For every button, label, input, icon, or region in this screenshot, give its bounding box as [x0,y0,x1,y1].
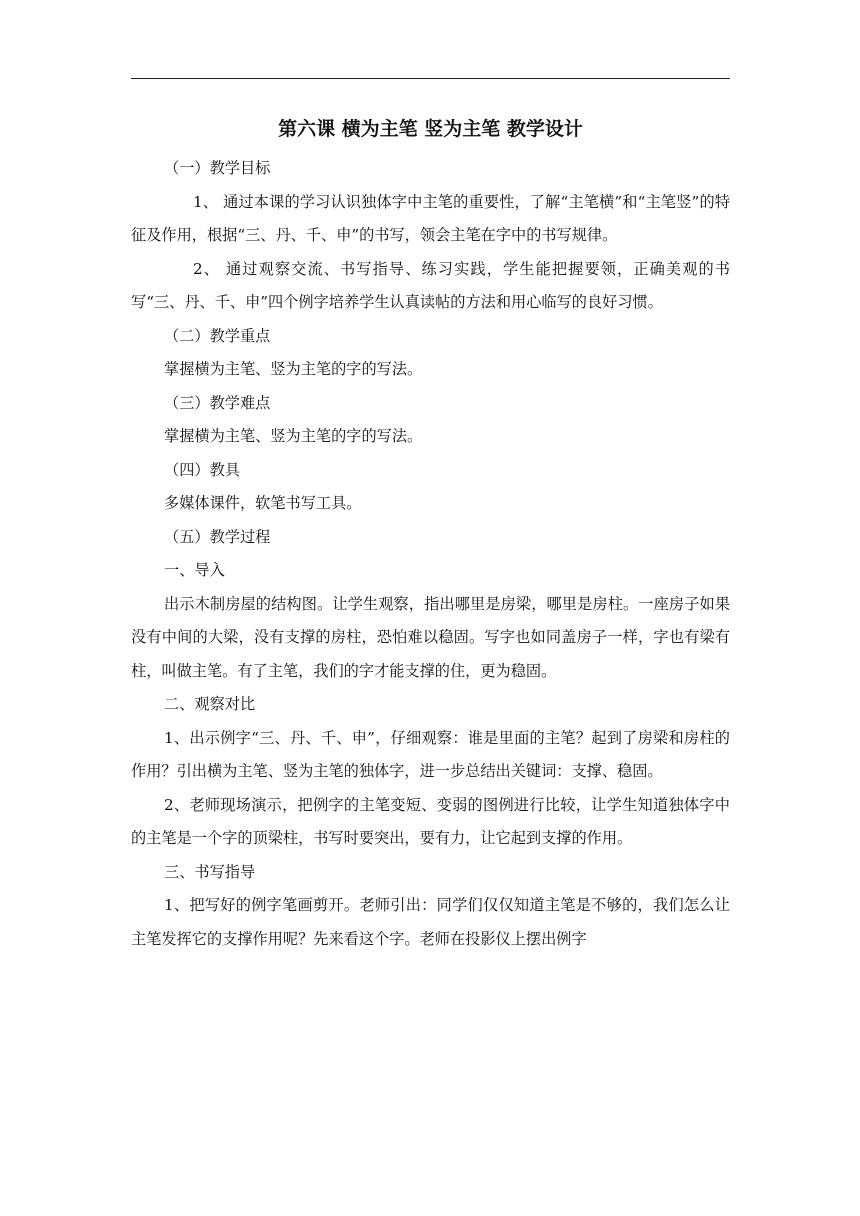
tools-text: 多媒体课件，软笔书写工具。 [164,494,362,512]
section-heading-key-points: （二）教学重点 [164,326,271,345]
observe-paragraph-1: 1、出示例字“三、丹、千、申”，仔细观察：谁是里面的主笔？起到了房梁和房柱的作用？引出横为主笔、竖为主笔的独体字，进一步总结出关键词：支撑、稳固。 [131,728,730,780]
section-heading-objectives: （一）教学目标 [164,159,271,177]
key-points-text: 掌握横为主笔、竖为主笔的字的写法。 [164,360,423,378]
intro-paragraph: 出示木制房屋的结构图。让学生观察，指出哪里是房梁，哪里是房柱。一座房子如果没有中间的大梁，没有支撑的房柱，恐怕难以稳固。写字也如同盖房子一样，字也有梁有柱，叫做主笔。有了主笔，我们的字才能支撑的住，更为稳固。 [131,594,730,680]
section-heading-difficulties: （三）教学难点 [164,393,271,412]
step-heading-intro: 一、导入 [164,561,225,579]
observe-paragraph-2: 2、老师现场演示，把例字的主笔变短、变弱的图例进行比较，让学生知道独体字中的主笔是一个字的顶梁柱，书写时要突出，要有力，让它起到支撑的作用。 [131,795,730,847]
section-heading-tools: （四）教具 [164,460,240,479]
document-body [131,110,730,956]
step-heading-observe: 二、观察对比 [164,695,256,713]
section-heading-process: （五）教学过程 [164,527,271,546]
objective-item-2: 2、 通过观察交流、书写指导、练习实践，学生能把握要领，正确美观的书写“三、丹、千、申”四个例字培养学生认真读帖的方法和用心临写的良好习惯。 [131,259,730,311]
document-title: 第六课 横为主笔 竖为主笔 教学设计 [278,118,583,140]
objective-item-1: 1、 通过本课的学习认识独体字中主笔的重要性，了解“主笔横”和“主笔竖”的特征及作用，根据“三、丹、千、申”的书写，领会主笔在字中的书写规律。 [131,192,730,244]
guidance-paragraph-1: 1、把写好的例字笔画剪开。老师引出：同学们仅仅知道主笔是不够的，我们怎么让主笔发挥它的支撑作用呢？先来看这个字。老师在投影仪上摆出例字 [131,896,730,948]
step-heading-guidance: 三、书写指导 [164,862,256,881]
header-rule [131,78,730,79]
difficulties-text: 掌握横为主笔、竖为主笔的字的写法。 [164,427,423,445]
